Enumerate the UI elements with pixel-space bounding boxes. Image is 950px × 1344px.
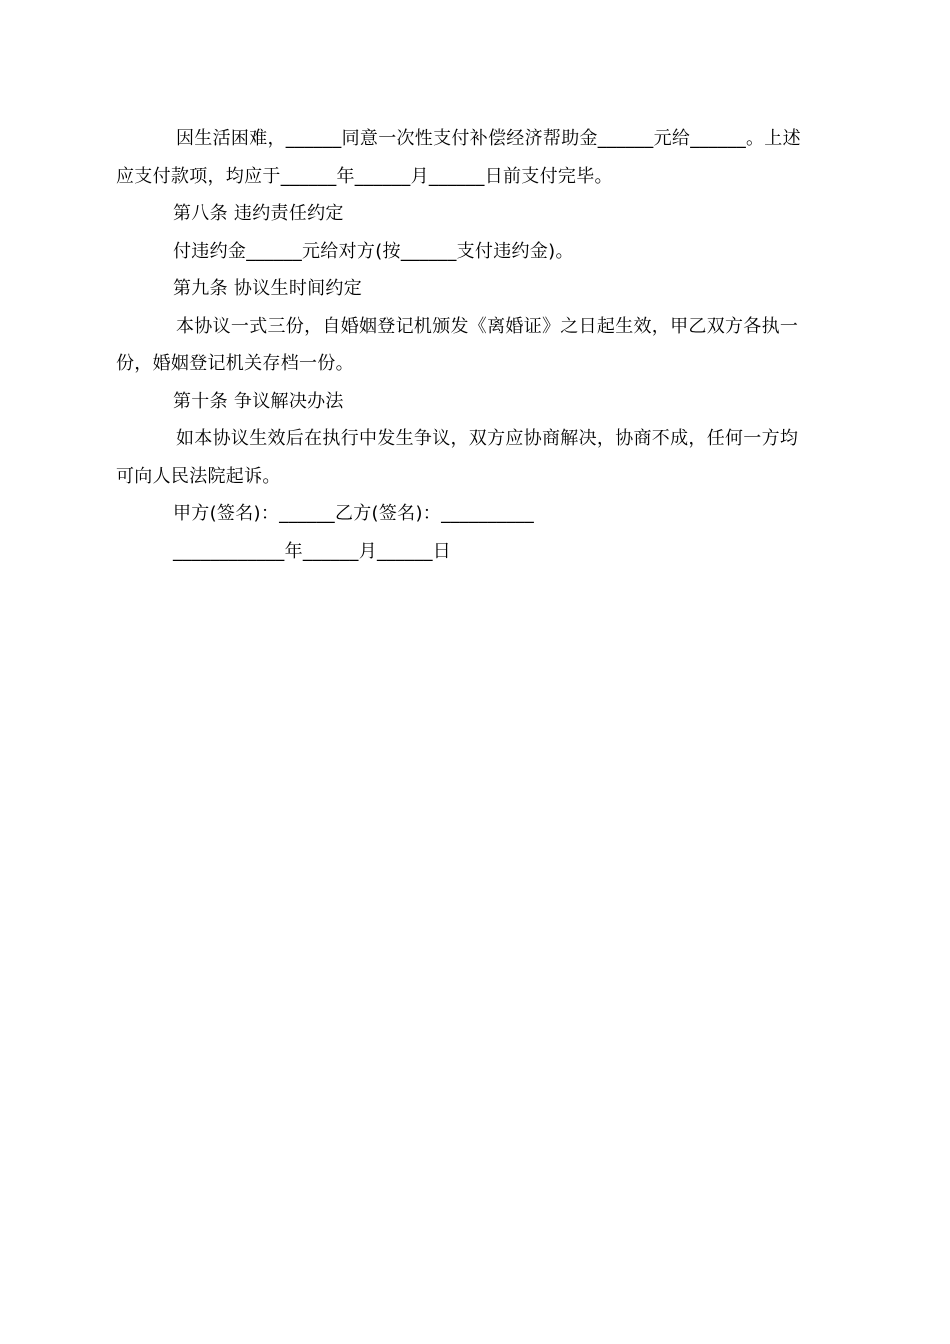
paragraph-compensation-line-2: 应支付款项，均应于______年______月______日前支付完毕。 [116, 165, 613, 187]
article-10-heading: 第十条 争议解决办法 [173, 390, 344, 412]
signature-line: 甲方(签名)：______乙方(签名)：__________ [173, 503, 535, 524]
article-9-text-line-1: 本协议一式三份，自婚姻登记机颁发《离婚证》之日起生效，甲乙双方各执一 [176, 315, 799, 337]
date-line: ____________年______月______日 [173, 540, 452, 562]
article-10-text-line-2: 可向人民法院起诉。 [116, 465, 281, 487]
article-9-heading: 第九条 协议生时间约定 [173, 278, 363, 299]
article-9-text-line-2: 份，婚姻登记机关存档一份。 [116, 353, 354, 374]
paragraph-compensation-line-1: 因生活困难，______同意一次性支付补偿经济帮助金______元给______。上述 [176, 128, 801, 149]
article-10-text-line-1: 如本协议生效后在执行中发生争议，双方应协商解决，协商不成，任何一方均 [176, 428, 799, 449]
article-8-heading: 第八条 违约责任约定 [173, 203, 344, 224]
document-body [116, 120, 836, 570]
article-8-text: 付违约金______元给对方(按______支付违约金)。 [173, 240, 574, 262]
